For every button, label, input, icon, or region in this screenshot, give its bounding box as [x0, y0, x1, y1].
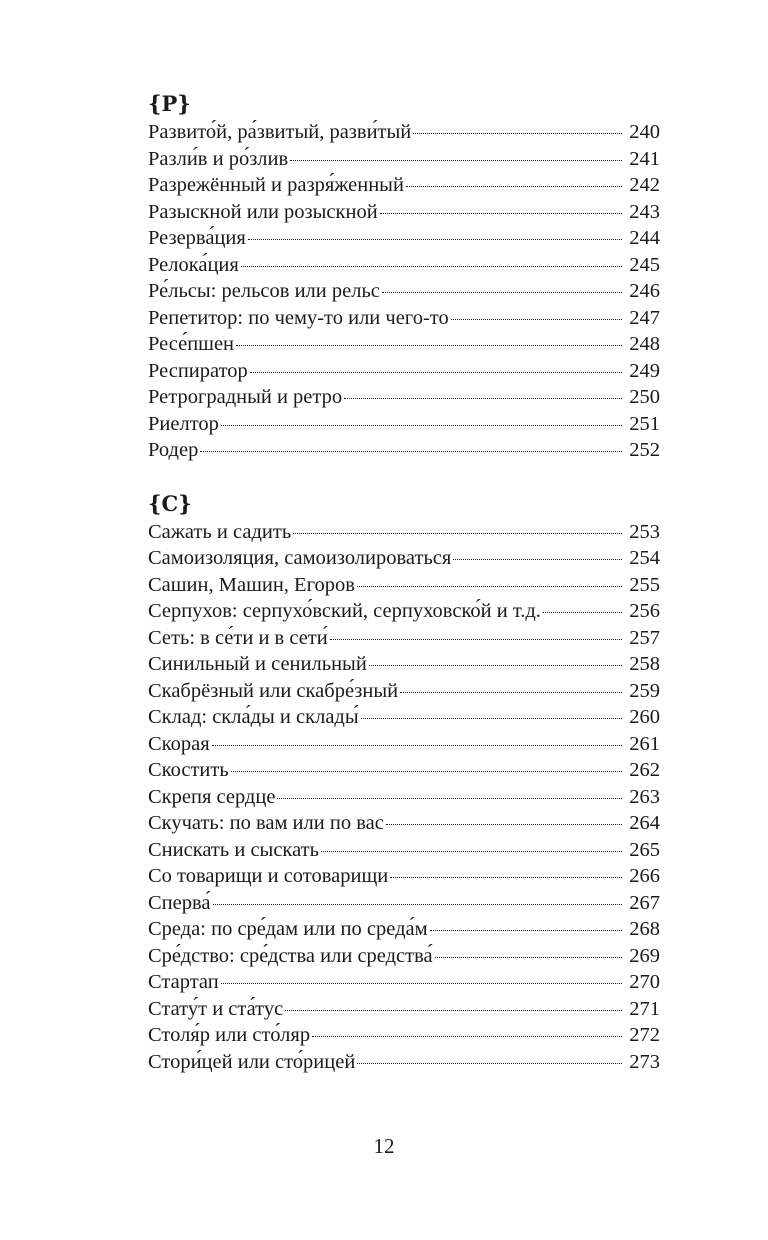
entry-page-number: 258: [629, 653, 660, 675]
toc-entry: [148, 625, 660, 652]
entry-page-number: 269: [629, 944, 660, 967]
entry-title: Респиратор: [148, 359, 248, 382]
entry-title: Ре́льсы: рельсов или рельс: [148, 280, 380, 302]
entry-page-number: 247: [629, 306, 660, 329]
entry-title: Синильный и сенильный: [148, 653, 367, 675]
toc-entry: [148, 1022, 660, 1049]
dot-leader: [390, 877, 622, 878]
toc-entry: [148, 358, 660, 385]
toc-entry: [148, 757, 660, 784]
entry-list: [148, 119, 660, 464]
toc-entry: [148, 305, 660, 332]
entry-page-number: 246: [629, 280, 660, 302]
dot-leader: [321, 851, 622, 852]
toc-entry: [148, 572, 660, 599]
entry-page-number: 273: [629, 1050, 660, 1073]
entry-page-number: 244: [629, 227, 660, 249]
entry-title: Стартап: [148, 971, 219, 993]
toc-entry: [148, 996, 660, 1023]
dot-leader: [400, 692, 622, 693]
dot-leader: [386, 824, 622, 825]
dot-leader: [231, 771, 622, 772]
toc-entry: [148, 519, 660, 546]
entry-title: Резерва́ция: [148, 227, 246, 249]
entry-title: Со товарищи и сотоварищи: [148, 865, 389, 887]
dot-leader: [221, 425, 622, 426]
entry-page-number: 268: [629, 918, 660, 940]
entry-title: Скабрёзный или скабре́зный: [148, 679, 399, 702]
entry-title: Скостить: [148, 759, 229, 781]
dot-leader: [406, 186, 622, 187]
toc-entry: [148, 411, 660, 438]
entry-title: Разыскной или розыскной: [148, 200, 378, 223]
toc-entry: [148, 863, 660, 890]
toc-entry: [148, 943, 660, 970]
page-number: 12: [373, 1134, 395, 1158]
toc-entry: [148, 225, 660, 252]
dot-leader: [380, 213, 622, 214]
dot-leader: [293, 533, 622, 534]
entry-title: Скрепя сердце: [148, 785, 276, 808]
entry-title: Развито́й, ра́звитый, разви́тый: [148, 121, 412, 143]
entry-title: Разрежённый и разря́женный: [148, 174, 404, 196]
dot-leader: [344, 398, 622, 399]
toc-entry: [148, 890, 660, 917]
entry-page-number: 271: [629, 997, 660, 1020]
entry-page-number: 264: [629, 812, 660, 834]
toc-entry: [148, 916, 660, 943]
entry-page-number: 260: [629, 706, 660, 728]
toc-entry: [148, 810, 660, 837]
toc-entry: [148, 837, 660, 864]
dot-leader: [200, 451, 622, 452]
dot-leader: [241, 266, 622, 267]
dot-leader: [453, 559, 622, 560]
entry-page-number: 255: [629, 573, 660, 596]
entry-page-number: 254: [629, 547, 660, 569]
entry-title: Разли́в и ро́злив: [148, 147, 289, 170]
dot-leader: [430, 930, 622, 931]
toc-entry: [148, 969, 660, 996]
dot-leader: [330, 639, 622, 640]
entry-page-number: 245: [629, 253, 660, 276]
toc-entry: [148, 172, 660, 199]
dot-leader: [213, 904, 622, 905]
toc-section-s: [148, 488, 660, 1076]
entry-page-number: 251: [629, 412, 660, 435]
toc-entry: [148, 252, 660, 279]
entry-title: Снискать и сыскать: [148, 838, 319, 861]
dot-leader: [212, 745, 622, 746]
toc-entry: [148, 384, 660, 411]
toc-entry: [148, 598, 660, 625]
dot-leader: [221, 983, 622, 984]
toc-entry: [148, 545, 660, 572]
dot-leader: [361, 718, 622, 719]
dot-leader: [357, 586, 622, 587]
toc-section-r: [148, 88, 660, 464]
dot-leader: [413, 133, 622, 134]
entry-title: Столя́р или сто́ляр: [148, 1024, 311, 1046]
entry-page-number: 256: [629, 600, 660, 622]
entry-title: Сеть: в се́ти и в сети́: [148, 626, 328, 649]
toc-entry: [148, 437, 660, 464]
entry-page-number: 262: [629, 759, 660, 781]
entry-title: Склад: скла́ды и склады́: [148, 706, 359, 728]
table-of-contents: [148, 88, 660, 1075]
entry-title: Стату́т и ста́тус: [148, 997, 284, 1020]
dot-leader: [250, 372, 622, 373]
toc-entry: [148, 1049, 660, 1076]
entry-page-number: 270: [629, 971, 660, 993]
entry-page-number: 249: [629, 359, 660, 382]
dot-leader: [543, 612, 622, 613]
dot-leader: [451, 319, 622, 320]
dot-leader: [382, 292, 622, 293]
entry-page-number: 261: [629, 732, 660, 755]
toc-entry: [148, 146, 660, 173]
entry-title: Скорая: [148, 732, 210, 755]
entry-page-number: 263: [629, 785, 660, 808]
entry-page-number: 241: [629, 147, 660, 170]
dot-leader: [248, 239, 622, 240]
dot-leader: [277, 798, 622, 799]
entry-list: [148, 519, 660, 1076]
toc-entry: [148, 119, 660, 146]
entry-title: Сашин, Машин, Егоров: [148, 573, 355, 596]
dot-leader: [312, 1036, 622, 1037]
entry-page-number: 272: [629, 1024, 660, 1046]
entry-title: Среда: по сре́дам или по среда́м: [148, 918, 428, 940]
entry-page-number: 250: [629, 386, 660, 408]
entry-title: Скучать: по вам или по вас: [148, 812, 384, 834]
toc-entry: [148, 651, 660, 678]
entry-title: Серпухов: серпухо́вский, серпуховско́й и т.д.: [148, 600, 541, 622]
toc-entry: [148, 199, 660, 226]
entry-page-number: 252: [629, 439, 660, 461]
entry-page-number: 243: [629, 200, 660, 223]
toc-entry: [148, 278, 660, 305]
dot-leader: [357, 1063, 622, 1064]
entry-page-number: 240: [629, 121, 660, 143]
entry-page-number: 265: [629, 838, 660, 861]
dot-leader: [369, 665, 622, 666]
dot-leader: [285, 1010, 622, 1011]
entry-page-number: 267: [629, 891, 660, 914]
entry-title: Релока́ция: [148, 253, 239, 276]
entry-title: Стори́цей или сто́рицей: [148, 1050, 356, 1073]
entry-title: Риелтор: [148, 412, 219, 435]
entry-page-number: 248: [629, 333, 660, 355]
entry-title: Родер: [148, 439, 199, 461]
entry-page-number: 253: [629, 520, 660, 543]
section-heading: {С}: [148, 490, 192, 516]
entry-title: Самоизоляция, самоизолироваться: [148, 547, 452, 569]
dot-leader: [290, 160, 622, 161]
entry-title: Ретроградный и ретро: [148, 386, 343, 408]
entry-title: Сре́дство: сре́дства или средства́: [148, 944, 433, 967]
entry-title: Репетитор: по чему-то или чего-то: [148, 306, 449, 329]
entry-page-number: 259: [629, 679, 660, 702]
toc-entry: [148, 784, 660, 811]
section-heading: {Р}: [148, 91, 191, 116]
entry-title: Ресе́пшен: [148, 333, 235, 355]
entry-title: Сперва́: [148, 891, 211, 914]
dot-leader: [435, 957, 622, 958]
entry-page-number: 266: [629, 865, 660, 887]
toc-entry: [148, 331, 660, 358]
toc-entry: [148, 731, 660, 758]
dot-leader: [236, 345, 622, 346]
entry-title: Сажать и садить: [148, 520, 292, 543]
entry-page-number: 242: [629, 174, 660, 196]
toc-entry: [148, 704, 660, 731]
entry-page-number: 257: [629, 626, 660, 649]
toc-entry: [148, 678, 660, 705]
